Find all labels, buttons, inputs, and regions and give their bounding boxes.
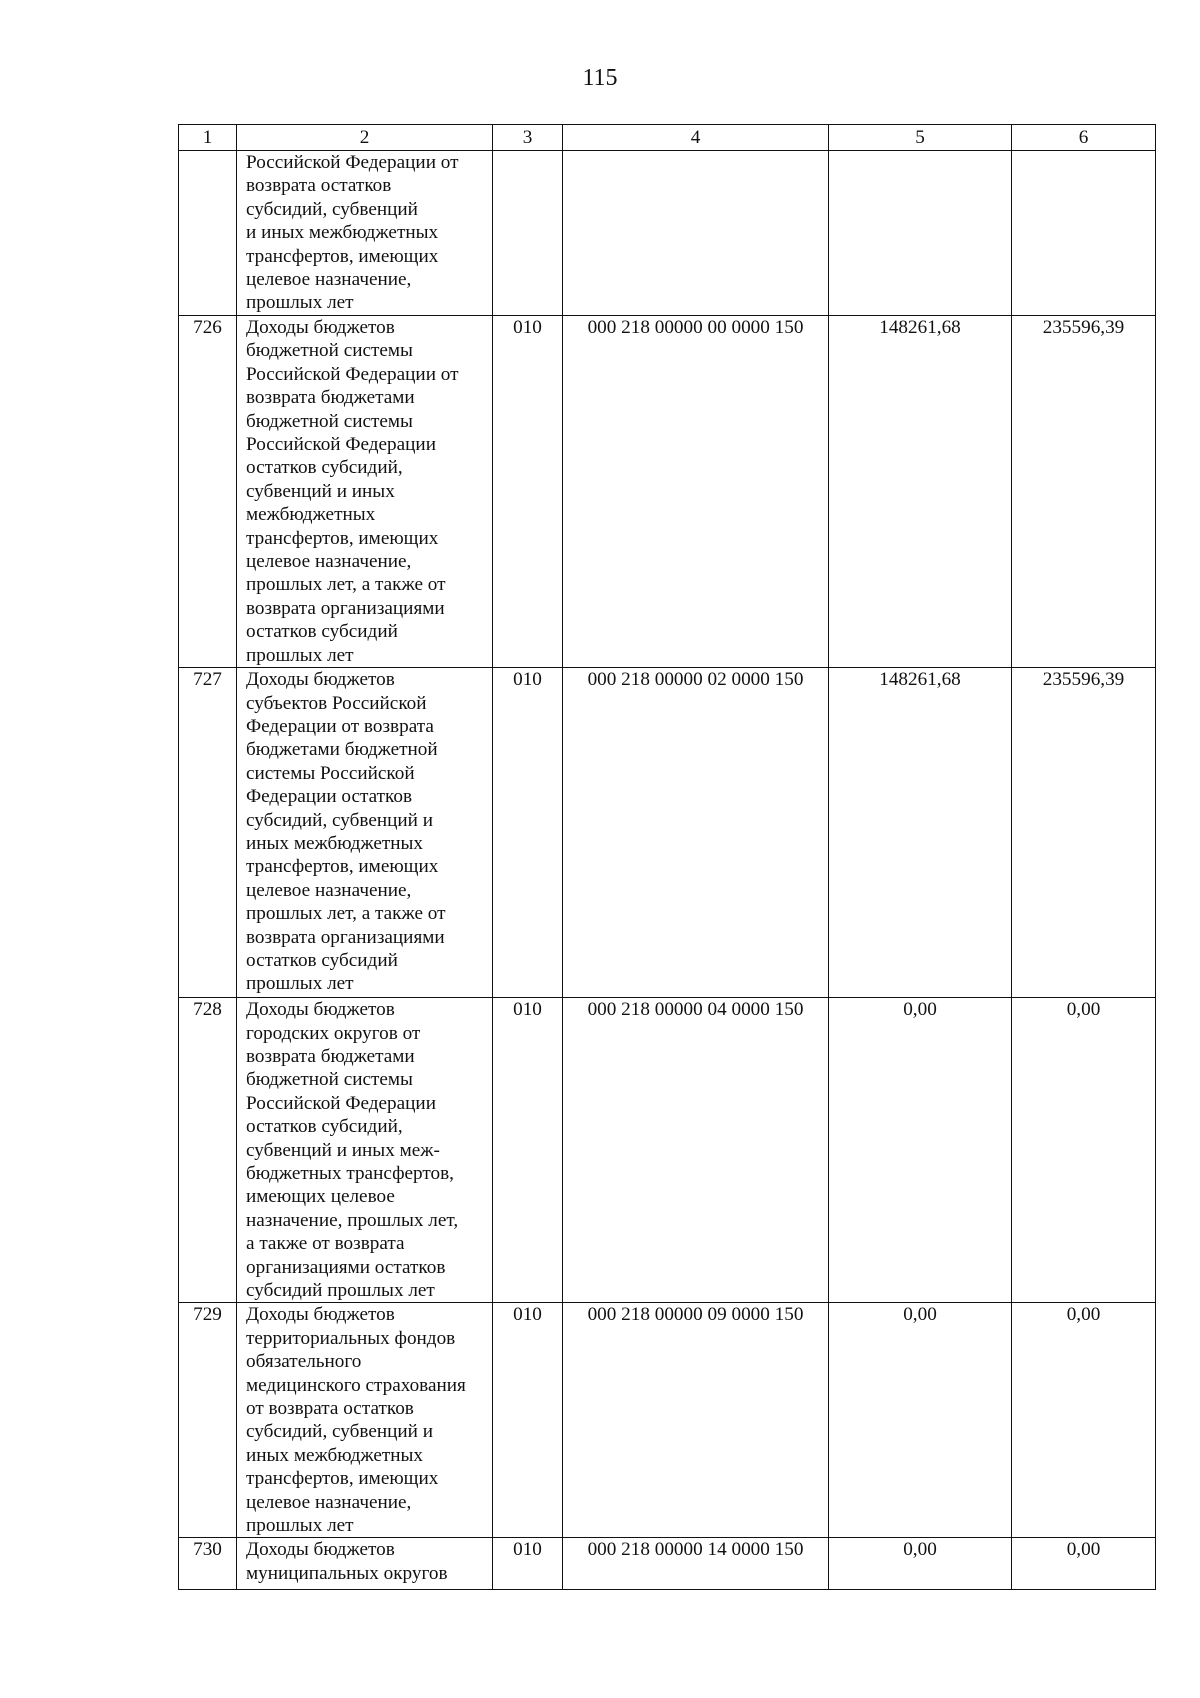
row-name-line: трансфертов, имеющих bbox=[246, 527, 439, 549]
row-name-line: Доходы бюджетов bbox=[246, 1304, 395, 1326]
row-value-6: 235596,39 bbox=[1012, 316, 1156, 668]
column-header: 6 bbox=[1012, 125, 1156, 151]
row-name-line: медицинского страхования bbox=[246, 1374, 466, 1396]
row-name-line: трансфертов, имеющих bbox=[246, 245, 439, 267]
table-row-continuation bbox=[179, 151, 1156, 316]
row-name-line: назначение, прошлых лет, bbox=[246, 1209, 459, 1231]
row-value-5: 0,00 bbox=[829, 998, 1012, 1303]
row-value-6: 0,00 bbox=[1012, 1538, 1156, 1590]
row-name-line: Федерации остатков bbox=[246, 786, 413, 808]
table-row bbox=[179, 998, 1156, 1303]
row-name-cell bbox=[237, 998, 493, 1303]
row-name-line: субвенций и иных меж- bbox=[246, 1139, 440, 1161]
row-budget-code: 000 218 00000 02 0000 150 bbox=[563, 668, 829, 998]
row-name-line: Российской Федерации от bbox=[246, 152, 459, 173]
row-name-line: бюджетной системы bbox=[246, 340, 413, 362]
row-code-cell bbox=[563, 151, 829, 316]
row-name-line: целевое назначение, bbox=[246, 879, 412, 901]
row-name-line: Российской Федерации bbox=[246, 434, 436, 456]
row-number: 727 bbox=[179, 668, 237, 998]
row-value-5-cell bbox=[829, 151, 1012, 316]
row-name-line: Доходы бюджетов bbox=[246, 1539, 395, 1561]
row-name-line: бюджетной системы bbox=[246, 1069, 413, 1091]
row-name-line: межбюджетных bbox=[246, 504, 376, 526]
row-admin-cell bbox=[493, 151, 563, 316]
row-value-6: 235596,39 bbox=[1012, 668, 1156, 998]
row-name-line: имеющих целевое bbox=[246, 1186, 395, 1208]
row-name-line: прошлых лет, а также от bbox=[246, 903, 446, 925]
row-name-line: обязательного bbox=[246, 1351, 362, 1373]
column-header: 5 bbox=[829, 125, 1012, 151]
row-name-line: субсидий, субвенций и bbox=[246, 809, 434, 831]
row-name-line: иных межбюджетных bbox=[246, 832, 424, 854]
row-name-line: возврата бюджетами bbox=[246, 387, 415, 409]
row-budget-code: 000 218 00000 00 0000 150 bbox=[563, 316, 829, 668]
row-name-line: целевое назначение, bbox=[246, 551, 412, 573]
row-name-line: возврата организациями bbox=[246, 926, 445, 948]
table-header-row bbox=[179, 125, 1156, 151]
row-name-line: прошлых лет bbox=[246, 1515, 354, 1537]
row-name-line: бюджетной системы bbox=[246, 410, 413, 432]
row-name-line: целевое назначение, bbox=[246, 269, 412, 291]
row-name-line: бюджетами бюджетной bbox=[246, 739, 438, 761]
row-name-line: субвенций и иных bbox=[246, 480, 395, 502]
table-row bbox=[179, 1538, 1156, 1590]
row-name-line: субсидий, субвенций bbox=[246, 198, 418, 220]
row-value-5: 0,00 bbox=[829, 1538, 1012, 1590]
row-value-5: 148261,68 bbox=[829, 316, 1012, 668]
row-name-line: остатков субсидий, bbox=[246, 1116, 403, 1138]
row-number: 728 bbox=[179, 998, 237, 1303]
column-header: 2 bbox=[237, 125, 493, 151]
row-name-line: возврата организациями bbox=[246, 597, 445, 619]
row-name-line: прошлых лет bbox=[246, 973, 354, 995]
row-name-cell bbox=[237, 1303, 493, 1538]
column-header: 3 bbox=[493, 125, 563, 151]
row-name-line: Российской Федерации bbox=[246, 1092, 436, 1114]
row-name-line: иных межбюджетных bbox=[246, 1444, 424, 1466]
column-header: 4 bbox=[563, 125, 829, 151]
row-name-line: и иных межбюджетных bbox=[246, 222, 439, 244]
column-header: 1 bbox=[179, 125, 237, 151]
row-budget-code: 000 218 00000 14 0000 150 bbox=[563, 1538, 829, 1590]
row-name-cell bbox=[237, 1538, 493, 1590]
row-name-line: а также от возврата bbox=[246, 1233, 405, 1255]
row-name-line: от возврата остатков bbox=[246, 1398, 414, 1419]
row-name-line: Доходы бюджетов bbox=[246, 999, 395, 1021]
row-name-cell bbox=[237, 151, 493, 316]
row-name-line: субсидий прошлых лет bbox=[246, 1279, 435, 1301]
row-name-line: остатков субсидий bbox=[246, 949, 398, 971]
row-name-line: Доходы бюджетов bbox=[246, 317, 395, 338]
row-name-line: городских округов от bbox=[246, 1022, 421, 1044]
row-name-line: прошлых лет, а также от bbox=[246, 574, 446, 596]
row-budget-code: 000 218 00000 04 0000 150 bbox=[563, 998, 829, 1303]
row-admin-code: 010 bbox=[493, 1538, 563, 1590]
row-name-line: целевое назначение, bbox=[246, 1491, 412, 1513]
row-name-line: Федерации от возврата bbox=[246, 715, 434, 737]
row-name-line: Российской Федерации от bbox=[246, 363, 459, 385]
row-number: 729 bbox=[179, 1303, 237, 1538]
row-name-line: остатков субсидий bbox=[246, 621, 398, 643]
page-number: 115 bbox=[582, 65, 618, 91]
row-name-cell bbox=[237, 316, 493, 668]
table-row bbox=[179, 668, 1156, 998]
row-name-line: Доходы бюджетов bbox=[246, 669, 395, 691]
row-budget-code: 000 218 00000 09 0000 150 bbox=[563, 1303, 829, 1538]
row-name-line: системы Российской bbox=[246, 762, 415, 784]
row-number: 726 bbox=[179, 316, 237, 668]
row-name-line: муниципальных округов bbox=[246, 1562, 448, 1584]
row-name-line: бюджетных трансфертов, bbox=[246, 1162, 454, 1184]
table-row bbox=[179, 316, 1156, 668]
row-value-6: 0,00 bbox=[1012, 1303, 1156, 1538]
row-name-line: прошлых лет bbox=[246, 644, 354, 666]
row-admin-code: 010 bbox=[493, 998, 563, 1303]
row-value-6: 0,00 bbox=[1012, 998, 1156, 1303]
row-name-line: трансфертов, имеющих bbox=[246, 856, 439, 878]
row-name-line: возврата остатков bbox=[246, 175, 392, 197]
budget-table bbox=[178, 124, 1156, 1590]
row-name-line: трансфертов, имеющих bbox=[246, 1468, 439, 1490]
row-name-line: субъектов Российской bbox=[246, 692, 427, 714]
table-row bbox=[179, 1303, 1156, 1538]
row-value-5: 0,00 bbox=[829, 1303, 1012, 1538]
row-name-line: остатков субсидий, bbox=[246, 457, 403, 479]
row-number: 730 bbox=[179, 1538, 237, 1590]
row-value-5: 148261,68 bbox=[829, 668, 1012, 998]
row-admin-code: 010 bbox=[493, 668, 563, 998]
row-name-cell bbox=[237, 668, 493, 998]
row-admin-code: 010 bbox=[493, 1303, 563, 1538]
row-name-line: организациями остатков bbox=[246, 1256, 446, 1278]
row-number-cell bbox=[179, 151, 237, 316]
row-value-6-cell bbox=[1012, 151, 1156, 316]
row-name-line: прошлых лет bbox=[246, 292, 354, 314]
row-name-line: возврата бюджетами bbox=[246, 1045, 415, 1067]
row-name-line: субсидий, субвенций и bbox=[246, 1421, 434, 1443]
row-name-line: территориальных фондов bbox=[246, 1327, 456, 1349]
row-admin-code: 010 bbox=[493, 316, 563, 668]
